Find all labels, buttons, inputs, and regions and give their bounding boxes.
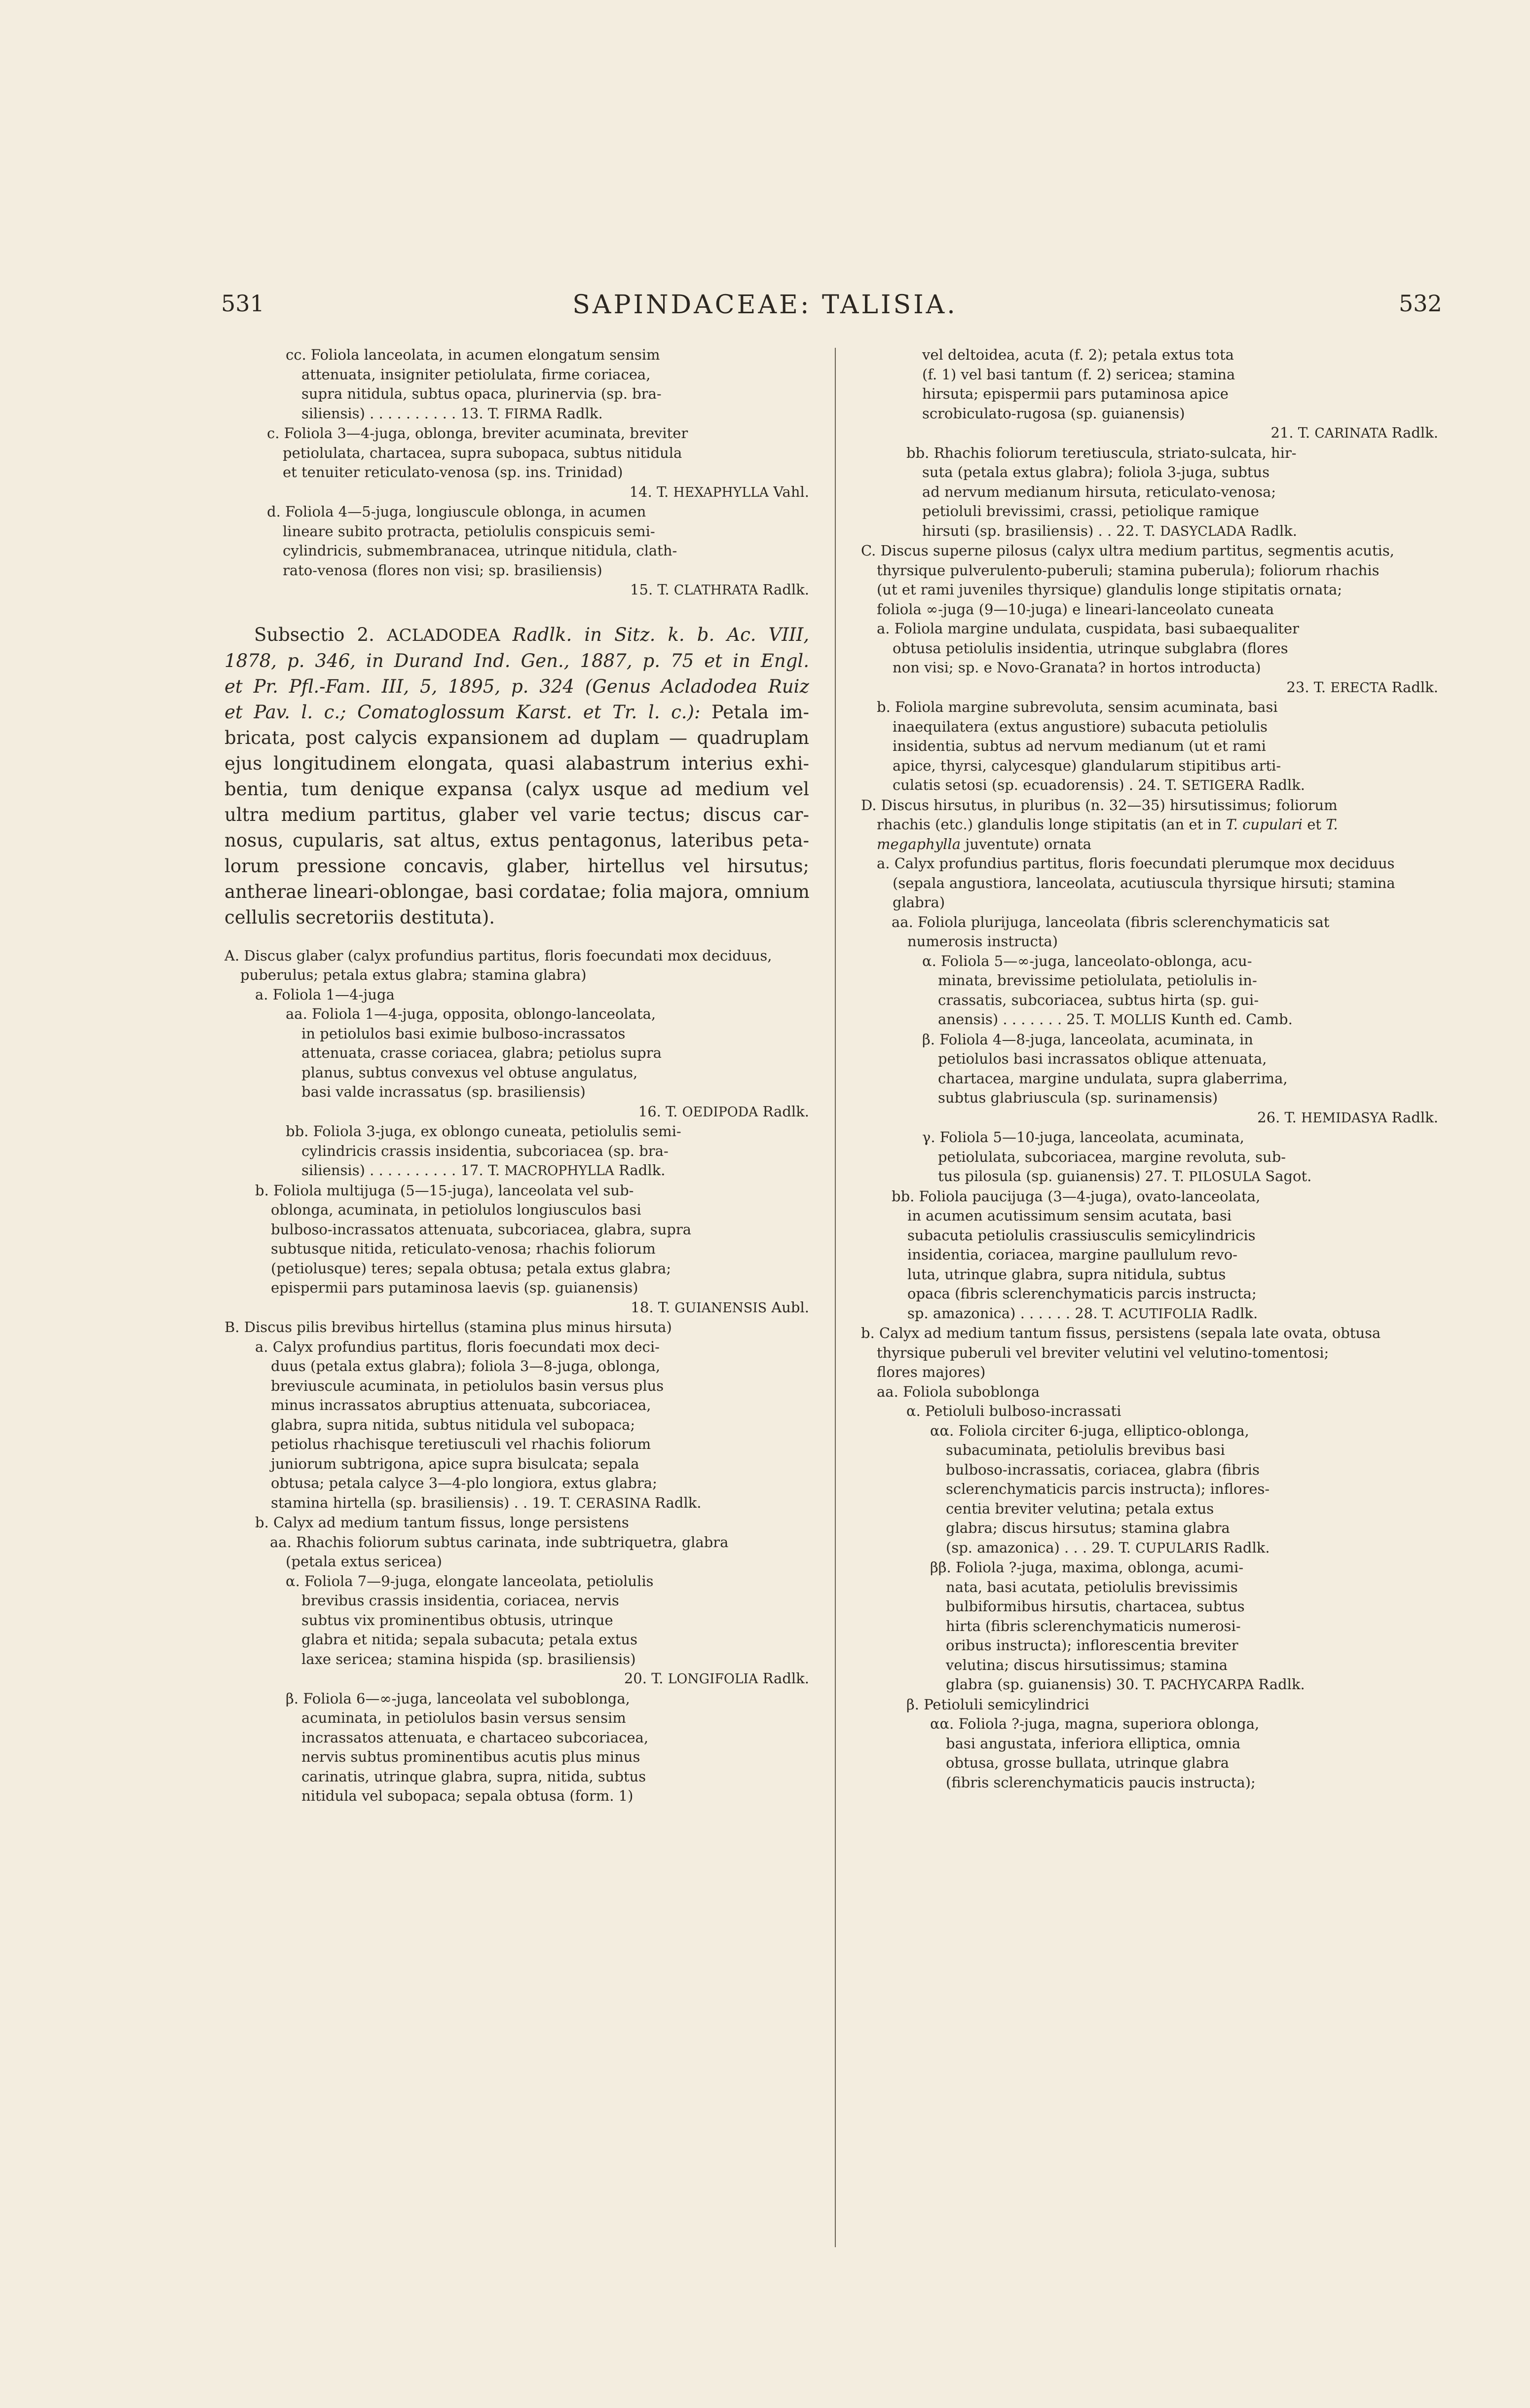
key-entry	[861, 913, 1438, 952]
text-line: 20. T. LONGIFOLIA Radlk.	[624, 1670, 809, 1687]
text-line: oribus instructa); inflorescentia breviter	[946, 1637, 1238, 1654]
text-line: (petala extus sericea)	[286, 1553, 442, 1570]
key-entry	[224, 1337, 809, 1514]
text-line: puberulus; petala extus glabra; stamina glabra)	[240, 966, 587, 983]
text-line: d. Foliola 4—5-juga, longiuscule oblonga, in acumen	[267, 503, 646, 520]
text-line: (sepala angustiora, lanceolata, acutiuscula thyrsique hirsuti; stamina	[893, 874, 1395, 891]
page-header	[0, 290, 1530, 330]
text-line: a. Calyx profundius partitus, floris foecundati mox deci-	[255, 1338, 660, 1355]
text-line: cylindricis crassis insidentia, subcoriacea (sp. bra-	[301, 1142, 669, 1159]
text-line: siliensis) . . . . . . . . . . 17. T. MACROPHYLLA Radlk.	[301, 1162, 666, 1179]
text-line: cylindricis, submembranacea, utrinque nitidula, clath-	[283, 542, 677, 559]
text-line: hirsuta; epispermii pars putaminosa apice	[922, 385, 1229, 402]
subsection-line: ejus longitudinem elongata, quasi alabastrum interius exhi-	[224, 752, 809, 774]
text-line: 21. T. CARINATA Radlk.	[1270, 424, 1438, 441]
text-line: petiolulata, subcoriacea, margine revoluta, sub-	[938, 1148, 1286, 1165]
right-column	[861, 345, 1438, 1792]
key-entry	[224, 1318, 809, 1337]
text-line: glabra (sp. guianensis) 30. T. PACHYCARPA Radlk.	[946, 1676, 1305, 1693]
key-entry	[224, 1533, 809, 1572]
text-line: 16. T. OEDIPODA Radlk.	[638, 1103, 809, 1120]
text-line: petiolulos basi incrassatos oblique attenuata,	[938, 1050, 1267, 1067]
text-line: attenuata, crasse coriacea, glabra; petiolus supra	[301, 1044, 662, 1061]
key-entries-top	[224, 345, 809, 600]
subsection-line: et Pr. Pfl.-Fam. III, 5, 1895, p. 324 (Genus Acladodea Ruiz	[224, 675, 809, 697]
text-line: epispermii pars putaminosa laevis (sp. guianensis)	[271, 1279, 638, 1296]
key-entry	[861, 1421, 1438, 1558]
text-line: nervis subtus prominentibus acutis plus minus	[301, 1748, 640, 1765]
text-line: β. Petioluli semicylindrici	[906, 1696, 1089, 1713]
key-entry	[861, 1402, 1438, 1421]
text-line: glabra, supra nitida, subtus nitidula vel subopaca;	[271, 1416, 635, 1433]
text-line: minus incrassatos abruptius attenuata, subcoriacea,	[271, 1397, 651, 1413]
text-line: subacuminata, petiolulis brevibus basi	[946, 1442, 1225, 1458]
key-entry	[224, 946, 809, 985]
text-line: petiolus rhachisque teretiusculi vel rhachis foliorum	[271, 1436, 651, 1452]
text-line: A. Discus glaber (calyx profundius partitus, floris foecundati mox deciduus,	[224, 947, 772, 964]
text-line: (sp. amazonica) . . . 29. T. CUPULARIS Radlk.	[946, 1539, 1270, 1556]
text-line: sclerenchymaticis parcis instructa); inflores-	[946, 1481, 1270, 1497]
page-number-left: 531	[221, 290, 264, 317]
key-entry	[224, 502, 809, 600]
text-line: petioluli brevissimi, crassi, petiolique ramique	[922, 503, 1259, 519]
text-line: a. Foliola margine undulata, cuspidata, basi subaequaliter	[877, 620, 1300, 637]
text-line: lineare subito protracta, petiolulis conspicuis semi-	[283, 522, 655, 540]
key-entry	[861, 796, 1438, 854]
key-entry	[861, 854, 1438, 913]
key-entries-left	[224, 946, 809, 1806]
text-line: incrassatos attenuata, e chartaceo subcoriacea,	[301, 1729, 649, 1746]
text-line: carinatis, utrinque glabra, supra, nitida, subtus	[301, 1768, 646, 1785]
text-line: thyrsique puberuli vel breviter velutini vel velutino-tomentosi;	[877, 1344, 1329, 1361]
key-entry	[861, 1714, 1438, 1792]
subsection-line: lorum pressione concavis, glaber, hirtellus vel hirsutus;	[224, 855, 809, 877]
subsection-line: bricata, post calycis expansionem ad duplam — quadruplam	[224, 727, 809, 748]
key-entry	[861, 1382, 1438, 1402]
left-column	[224, 345, 809, 1806]
key-entry	[224, 985, 809, 1005]
key-entry	[224, 1122, 809, 1181]
key-entry	[861, 698, 1438, 796]
text-line: α. Foliola 7—9-juga, elongate lanceolata, petiolulis	[286, 1572, 654, 1590]
key-entry	[224, 1572, 809, 1689]
text-line: glabra)	[893, 894, 945, 911]
subsection-line: ultra medium partitus, glaber vel varie tectus; discus car-	[224, 804, 809, 825]
text-line: in petiolulos basi eximie bulboso-incrassatos	[301, 1025, 626, 1042]
text-line: b. Foliola margine subrevoluta, sensim acuminata, basi	[877, 699, 1278, 715]
key-entry	[861, 1187, 1438, 1324]
key-entry	[861, 541, 1438, 619]
text-line: flores majores)	[877, 1364, 986, 1380]
text-line: insidentia, coriacea, margine paullulum revo-	[907, 1246, 1238, 1263]
text-line: hirsuti (sp. brasiliensis) . . 22. T. DASYCLADA Radlk.	[922, 522, 1298, 539]
text-line: aa. Foliola plurijuga, lanceolata (fibris sclerenchymaticis sat	[892, 913, 1330, 930]
text-line: α. Petioluli bulboso-incrassati	[906, 1403, 1121, 1419]
text-line: bb. Foliola paucijuga (3—4-juga), ovato-lanceolata,	[892, 1187, 1261, 1205]
subsection-line: cellulis secretoriis destituta).	[224, 906, 495, 928]
text-line: C. Discus superne pilosus (calyx ultra medium partitus, segmentis acutis,	[861, 542, 1394, 559]
text-line: inaequilatera (extus angustiore) subacuta petiolulis	[893, 718, 1268, 735]
subsection-heading	[224, 622, 809, 930]
text-line: et tenuiter reticulato-venosa (sp. ins. Trinidad)	[283, 464, 623, 481]
text-line: brevibus crassis insidentia, coriacea, nervis	[301, 1592, 619, 1609]
text-line: bb. Foliola 3-juga, ex oblongo cuneata, petiolulis semi-	[286, 1123, 681, 1140]
text-line: minata, brevissime petiolulata, petiolulis in-	[938, 972, 1257, 989]
text-line: obtusa; petala calyce 3—4-plo longiora, extus glabra;	[271, 1475, 657, 1491]
subsection-line: bentia, tum denique expansa (calyx usque ad medium vel	[224, 778, 809, 800]
text-line: β. Foliola 6—∞-juga, lanceolata vel suboblonga,	[286, 1690, 630, 1707]
text-line: 14. T. HEXAPHYLLA Vahl.	[629, 483, 809, 500]
text-line: glabra et nitida; sepala subacuta; petala extus	[301, 1631, 637, 1648]
text-line: laxe sericea; stamina hispida (sp. brasiliensis)	[301, 1650, 636, 1667]
text-line: anensis) . . . . . . . 25. T. MOLLIS Kunth ed. Camb.	[938, 1011, 1293, 1028]
text-line: in acumen acutissimum sensim acutata, basi	[907, 1207, 1232, 1224]
key-entry	[224, 1689, 809, 1806]
key-entry	[861, 1558, 1438, 1695]
text-line: rhachis (etc.) glandulis longe stipitatis (an et in T. cupulari et T.	[877, 816, 1338, 833]
text-line: bulboso-incrassatos attenuata, subcoriacea, glabra, supra	[271, 1221, 692, 1238]
text-line: foliola ∞-juga (9—10-juga) e lineari-lanceolato cuneata	[877, 600, 1274, 618]
text-line: opaca (fibris sclerenchymaticis parcis instructa;	[907, 1285, 1257, 1302]
text-line: sp. amazonica) . . . . . . 28. T. ACUTIFOLIA Radlk.	[907, 1304, 1258, 1322]
text-line: a. Calyx profundius partitus, floris foecundati plerumque mox deciduus	[877, 855, 1395, 872]
key-entries-right	[861, 345, 1438, 1792]
text-line: aa. Foliola suboblonga	[877, 1383, 1040, 1400]
text-line: subtusque nitida, reticulato-venosa; rhachis foliorum	[271, 1240, 656, 1257]
text-line: αα. Foliola circiter 6-juga, elliptico-oblonga,	[930, 1422, 1249, 1439]
text-line: D. Discus hirsutus, in pluribus (n. 32—35) hirsutissimus; foliorum	[861, 796, 1338, 814]
text-line: b. Foliola multijuga (5—15-juga), lanceolata vel sub-	[255, 1182, 634, 1199]
text-line: megaphylla juventute) ornata	[877, 835, 1092, 852]
subsection-line: nosus, cupularis, sat altus, extus pentagonus, lateribus peta-	[224, 829, 809, 851]
key-entry	[224, 1004, 809, 1122]
text-line: culatis setosi (sp. ecuadorensis) . 24. T. SETIGERA Radlk.	[893, 777, 1306, 793]
text-line: oblonga, acuminata, in petiolulos longiusculos basi	[271, 1201, 641, 1218]
text-line: aa. Rhachis foliorum subtus carinata, inde subtriquetra, glabra	[270, 1533, 729, 1551]
key-entry	[861, 444, 1438, 542]
text-line: nata, basi acutata, petiolulis brevissimis	[946, 1578, 1238, 1595]
text-line: crassatis, subcoriacea, subtus hirta (sp. gui-	[938, 991, 1259, 1008]
key-entry	[861, 345, 1438, 444]
column-divider	[835, 348, 836, 2247]
text-line: glabra; discus hirsutus; stamina glabra	[946, 1519, 1230, 1536]
subsection-line: 1878, p. 346, in Durand Ind. Gen., 1887, p. 75 et in Engl.	[224, 650, 809, 671]
page-number-right: 532	[1399, 290, 1442, 317]
text-line: (fibris sclerenchymaticis paucis instructa);	[946, 1774, 1256, 1791]
subsection-line: et Pav. l. c.; Comatoglossum Karst. et Tr. l. c.): Petala im-	[224, 701, 809, 723]
text-line: α. Foliola 5—∞-juga, lanceolato-oblonga, acu-	[922, 952, 1252, 969]
text-line: nitidula vel subopaca; sepala obtusa (form. 1)	[301, 1787, 634, 1804]
text-line: apice, thyrsi, calycesque) glandularum stipitibus arti-	[893, 757, 1281, 774]
subsection-line: Subsectio 2. ACLADODEA Radlk. in Sitz. k. b. Ac. VIII,	[254, 624, 809, 645]
text-line: breviuscule acuminata, in petiolulos basin versus plus	[271, 1377, 664, 1394]
text-line: 23. T. ERECTA Radlk.	[1286, 678, 1438, 696]
text-line: c. Foliola 3—4-juga, oblonga, breviter acuminata, breviter	[267, 425, 688, 442]
text-line: hirta (fibris sclerenchymaticis numerosi-	[946, 1617, 1241, 1634]
key-entry	[224, 345, 809, 424]
key-entry	[861, 952, 1438, 1030]
text-line: bb. Rhachis foliorum teretiuscula, striato-sulcata, hir-	[906, 444, 1297, 461]
text-line: numerosis instructa)	[907, 933, 1058, 950]
text-line: basi valde incrassatus (sp. brasiliensis)	[301, 1083, 586, 1100]
text-line: basi angustata, inferiora elliptica, omnia	[946, 1735, 1241, 1752]
text-line: ad nervum medianum hirsuta, reticulato-venosa;	[922, 483, 1276, 500]
text-line: bulboso-incrassatis, coriacea, glabra (fibris	[946, 1461, 1260, 1478]
text-line: suta (petala extus glabra); foliola 3-juga, subtus	[922, 464, 1270, 481]
text-line: non visi; sp. e Novo-Granata? in hortos introducta)	[893, 659, 1261, 676]
key-entry	[861, 619, 1438, 698]
text-line: γ. Foliola 5—10-juga, lanceolata, acuminata,	[922, 1129, 1244, 1146]
text-line: tus pilosula (sp. guianensis) 27. T. PILOSULA Sagot.	[938, 1168, 1312, 1185]
text-line: aa. Foliola 1—4-juga, opposita, oblongo-lanceolata,	[286, 1005, 656, 1022]
text-line: vel deltoidea, acuta (f. 2); petala extus tota	[922, 346, 1234, 363]
text-line: 26. T. HEMIDASYA Radlk.	[1257, 1109, 1438, 1126]
text-line: scrobiculato-rugosa (sp. guianensis)	[922, 405, 1185, 422]
key-entry	[861, 1030, 1438, 1128]
text-line: (petiolusque) teres; sepala obtusa; petala extus glabra;	[271, 1260, 672, 1277]
text-line: 15. T. CLATHRATA Radlk.	[630, 581, 809, 598]
text-line: cc. Foliola lanceolata, in acumen elongatum sensim	[286, 346, 660, 363]
text-line: siliensis) . . . . . . . . . . 13. T. FIRMA Radlk.	[301, 405, 603, 422]
key-entry	[224, 424, 809, 502]
text-line: supra nitidula, subtus opaca, plurinervia (sp. bra-	[301, 385, 662, 402]
key-entry	[861, 1128, 1438, 1187]
text-line: thyrsique pulverulento-puberuli; stamina puberula); foliorum rhachis	[877, 561, 1380, 579]
text-line: B. Discus pilis brevibus hirtellus (stamina plus minus hirsuta)	[224, 1319, 672, 1335]
text-line: insidentia, subtus ad nervum medianum (ut et rami	[893, 738, 1266, 754]
text-line: planus, subtus convexus vel obtuse angulatus,	[301, 1064, 638, 1081]
text-line: velutina; discus hirsutissimus; stamina	[946, 1656, 1228, 1673]
text-line: attenuata, insigniter petiolulata, firme coriacea,	[301, 366, 651, 383]
text-line: luta, utrinque glabra, supra nitidula, subtus	[907, 1265, 1226, 1283]
text-line: petiolulata, chartacea, supra subopaca, subtus nitidula	[283, 444, 682, 461]
text-line: 18. T. GUIANENSIS Aubl.	[631, 1298, 809, 1316]
text-line: ββ. Foliola ?-juga, maxima, oblonga, acumi-	[930, 1559, 1244, 1576]
text-line: b. Calyx ad medium tantum fissus, persistens (sepala late ovata, obtusa	[861, 1325, 1381, 1341]
text-line: bulbiformibus hirsutis, chartacea, subtus	[946, 1598, 1245, 1615]
text-line: subtus glabriuscula (sp. surinamensis)	[938, 1089, 1218, 1106]
running-title: SAPINDACEAE: TALISIA.	[572, 290, 958, 320]
text-line: juniorum subtrigona, apice supra bisulcata; sepala	[271, 1455, 639, 1472]
text-line: a. Foliola 1—4-juga	[255, 986, 395, 1003]
text-line: rato-venosa (flores non visi; sp. brasiliensis)	[283, 561, 602, 579]
text-line: centia breviter velutina; petala extus	[946, 1500, 1214, 1517]
text-line: chartacea, margine undulata, supra glaberrima,	[938, 1070, 1288, 1087]
key-entry	[224, 1513, 809, 1533]
text-line: αα. Foliola ?-juga, magna, superiora oblonga,	[930, 1715, 1260, 1732]
text-line: obtusa, grosse bullata, utrinque glabra	[946, 1754, 1230, 1771]
subsection-line: antherae lineari-oblongae, basi cordatae; folia majora, omnium	[224, 881, 810, 902]
text-line: obtusa petiolulis insidentia, utrinque subglabra (flores	[893, 639, 1288, 657]
text-line: subtus vix prominentibus obtusis, utrinque	[301, 1611, 613, 1629]
text-line: duus (petala extus glabra); foliola 3—8-juga, oblonga,	[271, 1358, 661, 1374]
text-line: (f. 1) vel basi tantum (f. 2) sericea; stamina	[922, 366, 1235, 383]
key-entry	[224, 1181, 809, 1318]
text-line: stamina hirtella (sp. brasiliensis) . . 19. T. CERASINA Radlk.	[271, 1494, 702, 1511]
text-line: acuminata, in petiolulos basin versus sensim	[301, 1709, 626, 1726]
text-line: β. Foliola 4—8-juga, lanceolata, acuminata, in	[922, 1031, 1253, 1048]
text-line: (ut et rami juveniles thyrsique) glandulis longe stipitatis ornata;	[877, 581, 1343, 598]
key-entry	[861, 1695, 1438, 1715]
text-line: b. Calyx ad medium tantum fissus, longe persistens	[255, 1514, 629, 1531]
key-entry	[861, 1324, 1438, 1382]
text-line: subacuta petiolulis crassiusculis semicylindricis	[907, 1226, 1256, 1244]
